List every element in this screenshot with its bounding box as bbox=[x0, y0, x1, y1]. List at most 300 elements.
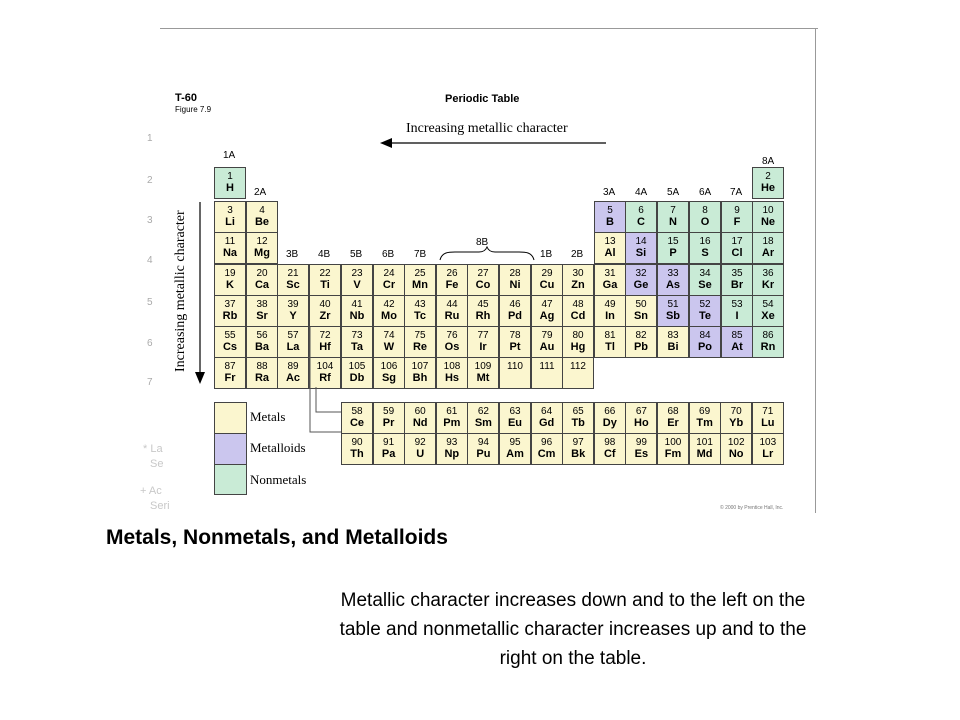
element-symbol: Tc bbox=[413, 310, 427, 322]
element-symbol: As bbox=[665, 279, 681, 291]
element-symbol: Hg bbox=[570, 341, 586, 353]
group-label: 5B bbox=[350, 249, 363, 260]
left-arrow-icon bbox=[378, 136, 610, 150]
atomic-number: 85 bbox=[731, 330, 743, 341]
element-symbol: Bh bbox=[412, 372, 428, 384]
element-symbol: Yb bbox=[729, 417, 744, 429]
element-symbol: Sn bbox=[633, 310, 649, 322]
atomic-number: 5 bbox=[607, 205, 613, 216]
element-symbol: Pu bbox=[476, 448, 491, 460]
element-cell bbox=[752, 232, 784, 264]
atomic-number: 26 bbox=[446, 268, 458, 279]
legend-metalloids-label: Metalloids bbox=[250, 440, 306, 455]
element-cell bbox=[594, 201, 626, 233]
atomic-number: 103 bbox=[759, 437, 777, 448]
atomic-number: 9 bbox=[734, 205, 740, 216]
element-cell bbox=[562, 264, 594, 296]
slide-description: Metallic character increases down and to the left on the table and nonmetallic character increases up and to the right on the table. bbox=[339, 590, 807, 669]
atomic-number: 34 bbox=[699, 268, 711, 279]
element-cell bbox=[752, 295, 784, 327]
atomic-number: 40 bbox=[319, 299, 331, 310]
atomic-number: 35 bbox=[731, 268, 743, 279]
atomic-number: 20 bbox=[256, 268, 268, 279]
element-symbol: Ac bbox=[285, 372, 301, 384]
element-symbol: Eu bbox=[507, 417, 523, 429]
atomic-number: 27 bbox=[477, 268, 489, 279]
element-cell bbox=[436, 357, 468, 389]
element-cell bbox=[531, 357, 563, 389]
element-symbol: Cm bbox=[537, 448, 556, 460]
element-symbol: H bbox=[226, 182, 234, 194]
period-number: 2 bbox=[147, 175, 153, 186]
atomic-number: 80 bbox=[572, 330, 584, 341]
element-symbol: Po bbox=[697, 341, 713, 353]
element-symbol: Au bbox=[539, 341, 555, 353]
element-symbol: Dy bbox=[602, 417, 617, 429]
element-symbol: Nb bbox=[349, 310, 365, 322]
lanthanide-cell bbox=[436, 402, 468, 434]
atomic-number: 6 bbox=[638, 205, 644, 216]
atomic-number: 8 bbox=[702, 205, 708, 216]
atomic-number: 93 bbox=[446, 437, 458, 448]
element-symbol: Sb bbox=[665, 310, 681, 322]
atomic-number: 19 bbox=[224, 268, 236, 279]
element-cell bbox=[689, 232, 721, 264]
element-symbol: Fe bbox=[445, 279, 459, 291]
element-cell bbox=[721, 264, 753, 296]
element-symbol: P bbox=[669, 247, 677, 259]
atomic-number: 57 bbox=[287, 330, 299, 341]
figure-border-right bbox=[815, 28, 816, 513]
atomic-number: 52 bbox=[699, 299, 711, 310]
element-cell bbox=[246, 201, 278, 233]
element-symbol: Tb bbox=[571, 417, 585, 429]
lanthanide-cell bbox=[467, 402, 499, 434]
lanthanide-cell bbox=[657, 402, 689, 434]
atomic-number: 81 bbox=[604, 330, 616, 341]
atomic-number: 107 bbox=[411, 361, 429, 372]
element-cell bbox=[373, 357, 405, 389]
atomic-number: 3 bbox=[227, 205, 233, 216]
atomic-number: 111 bbox=[539, 361, 555, 372]
atomic-number: 60 bbox=[414, 406, 426, 417]
lanthanide-cell bbox=[531, 402, 563, 434]
element-cell bbox=[436, 295, 468, 327]
lanthanide-cell bbox=[404, 402, 436, 434]
atomic-number: 59 bbox=[383, 406, 395, 417]
element-cell bbox=[531, 295, 563, 327]
atomic-number: 16 bbox=[699, 236, 711, 247]
element-symbol: Nd bbox=[412, 417, 428, 429]
period-number: 5 bbox=[147, 297, 153, 308]
element-symbol: Se bbox=[698, 279, 712, 291]
atomic-number: 95 bbox=[509, 437, 521, 448]
atomic-number: 45 bbox=[477, 299, 489, 310]
element-symbol: Bk bbox=[571, 448, 586, 460]
atomic-number: 50 bbox=[635, 299, 647, 310]
element-cell bbox=[214, 295, 246, 327]
atomic-number: 61 bbox=[446, 406, 458, 417]
element-cell bbox=[562, 295, 594, 327]
atomic-number: 47 bbox=[541, 299, 553, 310]
table-title: Periodic Table bbox=[445, 93, 520, 105]
element-symbol: Pa bbox=[381, 448, 396, 460]
element-symbol: Tm bbox=[696, 417, 713, 429]
copyright-note: © 2000 by Prentice Hall, Inc. bbox=[720, 505, 784, 511]
element-symbol: I bbox=[735, 310, 739, 322]
element-symbol: Pm bbox=[443, 417, 461, 429]
atomic-number: 54 bbox=[762, 299, 774, 310]
group-8b-bracket bbox=[437, 246, 537, 262]
period-number: 3 bbox=[147, 215, 153, 226]
element-cell bbox=[625, 264, 657, 296]
element-cell bbox=[721, 295, 753, 327]
figure-id: T-60 bbox=[175, 92, 198, 104]
element-symbol: Np bbox=[444, 448, 460, 460]
atomic-number: 65 bbox=[572, 406, 584, 417]
atomic-number: 17 bbox=[731, 236, 743, 247]
element-symbol: Cs bbox=[222, 341, 238, 353]
atomic-number: 39 bbox=[287, 299, 299, 310]
atomic-number: 67 bbox=[635, 406, 647, 417]
element-cell bbox=[246, 357, 278, 389]
group-label: 7A bbox=[730, 187, 743, 198]
slide-heading: Metals, Nonmetals, and Metalloids bbox=[106, 526, 448, 549]
element-cell bbox=[625, 201, 657, 233]
element-symbol: Ne bbox=[760, 216, 776, 228]
element-cell bbox=[689, 264, 721, 296]
actinide-cell bbox=[404, 433, 436, 465]
element-symbol: Ir bbox=[479, 341, 487, 353]
atomic-number: 48 bbox=[572, 299, 584, 310]
element-cell bbox=[309, 264, 341, 296]
element-cell bbox=[657, 326, 689, 358]
group-label: 3B bbox=[286, 249, 299, 260]
element-cell bbox=[214, 326, 246, 358]
atomic-number: 73 bbox=[351, 330, 363, 341]
atomic-number: 75 bbox=[414, 330, 426, 341]
group-label: 5A bbox=[667, 187, 680, 198]
lanthanide-cell bbox=[562, 402, 594, 434]
lanthanide-series-note: Se bbox=[150, 458, 164, 470]
element-symbol: Ru bbox=[444, 310, 460, 322]
element-symbol: Cu bbox=[539, 279, 555, 291]
lanthanide-cell bbox=[625, 402, 657, 434]
element-cell bbox=[752, 201, 784, 233]
atomic-number: 100 bbox=[664, 437, 682, 448]
element-symbol: At bbox=[731, 341, 743, 353]
element-symbol: Er bbox=[667, 417, 679, 429]
element-cell bbox=[246, 232, 278, 264]
atomic-number: 91 bbox=[383, 437, 395, 448]
group-label: 6A bbox=[699, 187, 712, 198]
element-symbol: W bbox=[383, 341, 395, 353]
element-cell bbox=[214, 264, 246, 296]
legend-metals-swatch bbox=[214, 402, 247, 434]
element-symbol: S bbox=[701, 247, 709, 259]
element-symbol: Cf bbox=[603, 448, 616, 460]
lanthanide-cell bbox=[594, 402, 626, 434]
group-label: 4B bbox=[318, 249, 331, 260]
atomic-number: 58 bbox=[351, 406, 363, 417]
group-label: 2A bbox=[254, 187, 267, 198]
atomic-number: 22 bbox=[319, 268, 331, 279]
atomic-number: 97 bbox=[572, 437, 584, 448]
atomic-number: 62 bbox=[477, 406, 489, 417]
element-cell bbox=[752, 264, 784, 296]
atomic-number: 36 bbox=[762, 268, 774, 279]
atomic-number: 83 bbox=[667, 330, 679, 341]
atomic-number: 66 bbox=[604, 406, 616, 417]
element-cell bbox=[721, 232, 753, 264]
atomic-number: 104 bbox=[316, 361, 334, 372]
figure-border-top bbox=[160, 28, 818, 29]
atomic-number: 82 bbox=[635, 330, 647, 341]
element-cell bbox=[214, 167, 246, 199]
group-8b-label: 8B bbox=[476, 237, 489, 248]
element-symbol: Rf bbox=[319, 372, 331, 384]
element-symbol: Ho bbox=[634, 417, 649, 429]
atomic-number: 10 bbox=[762, 205, 774, 216]
element-cell bbox=[277, 295, 309, 327]
element-symbol: Os bbox=[444, 341, 460, 353]
atomic-number: 87 bbox=[224, 361, 236, 372]
group-label: 2B bbox=[571, 249, 584, 260]
element-symbol: B bbox=[606, 216, 614, 228]
element-symbol: Ti bbox=[320, 279, 330, 291]
period-number: 7 bbox=[147, 377, 153, 388]
element-symbol: Fr bbox=[224, 372, 236, 384]
atomic-number: 11 bbox=[224, 236, 236, 247]
element-symbol: Rh bbox=[475, 310, 491, 322]
atomic-number: 99 bbox=[635, 437, 647, 448]
element-cell bbox=[689, 326, 721, 358]
atomic-number: 2 bbox=[765, 171, 771, 182]
lanthanide-cell bbox=[720, 402, 752, 434]
atomic-number: 76 bbox=[446, 330, 458, 341]
element-symbol: Bi bbox=[667, 341, 679, 353]
lanthanide-cell bbox=[373, 402, 405, 434]
atomic-number: 32 bbox=[635, 268, 647, 279]
element-cell bbox=[657, 264, 689, 296]
element-symbol: Br bbox=[730, 279, 744, 291]
element-symbol: Mt bbox=[476, 372, 490, 384]
element-symbol: Te bbox=[698, 310, 712, 322]
element-cell bbox=[657, 201, 689, 233]
atomic-number: 31 bbox=[604, 268, 616, 279]
atomic-number: 69 bbox=[699, 406, 711, 417]
group-label: 7B bbox=[414, 249, 427, 260]
element-cell bbox=[436, 264, 468, 296]
element-symbol: Kr bbox=[761, 279, 775, 291]
atomic-number: 24 bbox=[383, 268, 395, 279]
horizontal-trend-label: Increasing metallic character bbox=[406, 121, 568, 136]
lanthanide-series-note: * La bbox=[143, 443, 163, 455]
atomic-number: 37 bbox=[224, 299, 236, 310]
element-symbol: Ba bbox=[254, 341, 270, 353]
atomic-number: 92 bbox=[414, 437, 426, 448]
group-label: 1B bbox=[540, 249, 553, 260]
element-symbol: N bbox=[669, 216, 677, 228]
atomic-number: 53 bbox=[731, 299, 743, 310]
atomic-number: 21 bbox=[287, 268, 299, 279]
group-label: 6B bbox=[382, 249, 395, 260]
element-symbol: Db bbox=[349, 372, 365, 384]
element-cell bbox=[531, 264, 563, 296]
element-cell bbox=[499, 357, 531, 389]
element-symbol: Sg bbox=[381, 372, 397, 384]
atomic-number: 42 bbox=[383, 299, 395, 310]
element-symbol: Gd bbox=[538, 417, 555, 429]
atomic-number: 23 bbox=[351, 268, 363, 279]
element-symbol: Am bbox=[506, 448, 524, 460]
atomic-number: 56 bbox=[256, 330, 268, 341]
lanthanide-cell bbox=[689, 402, 721, 434]
element-symbol: Pb bbox=[633, 341, 649, 353]
atomic-number: 1 bbox=[227, 171, 233, 182]
element-cell bbox=[752, 326, 784, 358]
legend-nonmetals-label: Nonmetals bbox=[250, 472, 307, 487]
actinide-cell bbox=[720, 433, 752, 465]
actinide-cell bbox=[657, 433, 689, 465]
atomic-number: 106 bbox=[380, 361, 398, 372]
element-cell bbox=[625, 232, 657, 264]
atomic-number: 38 bbox=[256, 299, 268, 310]
atomic-number: 49 bbox=[604, 299, 616, 310]
element-symbol: V bbox=[353, 279, 361, 291]
actinide-cell bbox=[562, 433, 594, 465]
atomic-number: 74 bbox=[383, 330, 395, 341]
element-symbol: K bbox=[226, 279, 234, 291]
element-cell bbox=[373, 295, 405, 327]
element-symbol: Co bbox=[475, 279, 491, 291]
actinide-series-note: Seri bbox=[150, 500, 170, 512]
element-cell bbox=[341, 295, 373, 327]
element-cell bbox=[721, 326, 753, 358]
group-label: 1A bbox=[223, 150, 236, 161]
atomic-number: 12 bbox=[256, 236, 268, 247]
atomic-number: 98 bbox=[604, 437, 616, 448]
atomic-number: 102 bbox=[727, 437, 745, 448]
atomic-number: 64 bbox=[541, 406, 553, 417]
atomic-number: 15 bbox=[667, 236, 679, 247]
legend-metalloids-swatch bbox=[214, 433, 247, 465]
element-cell bbox=[657, 232, 689, 264]
atomic-number: 70 bbox=[730, 406, 742, 417]
element-symbol: Pt bbox=[509, 341, 521, 353]
down-arrow-icon bbox=[193, 200, 207, 386]
atomic-number: 78 bbox=[509, 330, 521, 341]
element-symbol: Sm bbox=[474, 417, 492, 429]
element-cell bbox=[562, 357, 594, 389]
element-cell bbox=[625, 295, 657, 327]
lanthanide-cell bbox=[752, 402, 784, 434]
element-cell bbox=[594, 264, 626, 296]
actinide-cell bbox=[625, 433, 657, 465]
atomic-number: 30 bbox=[572, 268, 584, 279]
element-cell bbox=[246, 264, 278, 296]
atomic-number: 109 bbox=[474, 361, 492, 372]
atomic-number: 41 bbox=[351, 299, 363, 310]
atomic-number: 77 bbox=[477, 330, 489, 341]
element-symbol: Al bbox=[604, 247, 616, 259]
element-symbol: Ga bbox=[602, 279, 618, 291]
atomic-number: 18 bbox=[762, 236, 774, 247]
period-number: 1 bbox=[147, 133, 153, 144]
element-symbol: Ag bbox=[539, 310, 555, 322]
actinide-cell bbox=[689, 433, 721, 465]
element-cell bbox=[404, 264, 436, 296]
atomic-number: 44 bbox=[446, 299, 458, 310]
element-symbol: Lr bbox=[762, 448, 774, 460]
atomic-number: 29 bbox=[541, 268, 553, 279]
element-symbol: Hf bbox=[319, 341, 331, 353]
element-cell bbox=[246, 295, 278, 327]
atomic-number: 86 bbox=[762, 330, 774, 341]
element-symbol: Pr bbox=[382, 417, 395, 429]
element-symbol: Re bbox=[412, 341, 428, 353]
atomic-number: 72 bbox=[319, 330, 331, 341]
element-cell bbox=[341, 264, 373, 296]
element-cell bbox=[562, 326, 594, 358]
element-cell bbox=[752, 167, 784, 199]
element-symbol: In bbox=[605, 310, 615, 322]
element-cell bbox=[689, 201, 721, 233]
element-symbol: F bbox=[733, 216, 741, 228]
actinide-cell bbox=[467, 433, 499, 465]
element-cell bbox=[625, 326, 657, 358]
element-symbol: Rn bbox=[760, 341, 776, 353]
element-symbol: Hs bbox=[444, 372, 460, 384]
element-cell bbox=[499, 264, 531, 296]
atomic-number: 43 bbox=[414, 299, 426, 310]
element-cell bbox=[404, 357, 436, 389]
element-symbol: Sc bbox=[286, 279, 300, 291]
group-label: 8A bbox=[762, 156, 775, 167]
element-cell bbox=[594, 326, 626, 358]
element-cell bbox=[467, 326, 499, 358]
atomic-number: 55 bbox=[224, 330, 236, 341]
element-cell bbox=[499, 295, 531, 327]
element-cell bbox=[214, 357, 246, 389]
element-symbol: Pd bbox=[507, 310, 523, 322]
element-symbol: Sr bbox=[256, 310, 268, 322]
element-symbol: Zr bbox=[319, 310, 331, 322]
element-symbol: Lu bbox=[761, 417, 775, 429]
atomic-number: 63 bbox=[509, 406, 521, 417]
legend-metals-label: Metals bbox=[250, 409, 286, 424]
element-symbol: Y bbox=[289, 310, 297, 322]
element-cell bbox=[467, 295, 499, 327]
element-symbol: Mo bbox=[381, 310, 397, 322]
element-symbol: Tl bbox=[605, 341, 615, 353]
vertical-trend-label: Increasing metallic character bbox=[173, 210, 188, 372]
element-symbol: Ta bbox=[350, 341, 364, 353]
period-number: 4 bbox=[147, 255, 153, 266]
element-symbol: Ra bbox=[254, 372, 270, 384]
element-cell bbox=[657, 295, 689, 327]
atomic-number: 51 bbox=[667, 299, 679, 310]
group-label: 3A bbox=[603, 187, 616, 198]
element-symbol: Si bbox=[635, 247, 647, 259]
actinide-cell bbox=[752, 433, 784, 465]
element-symbol: Fm bbox=[664, 448, 682, 460]
atomic-number: 89 bbox=[287, 361, 299, 372]
element-cell bbox=[214, 201, 246, 233]
element-cell bbox=[373, 326, 405, 358]
atomic-number: 68 bbox=[667, 406, 679, 417]
element-symbol: No bbox=[728, 448, 744, 460]
